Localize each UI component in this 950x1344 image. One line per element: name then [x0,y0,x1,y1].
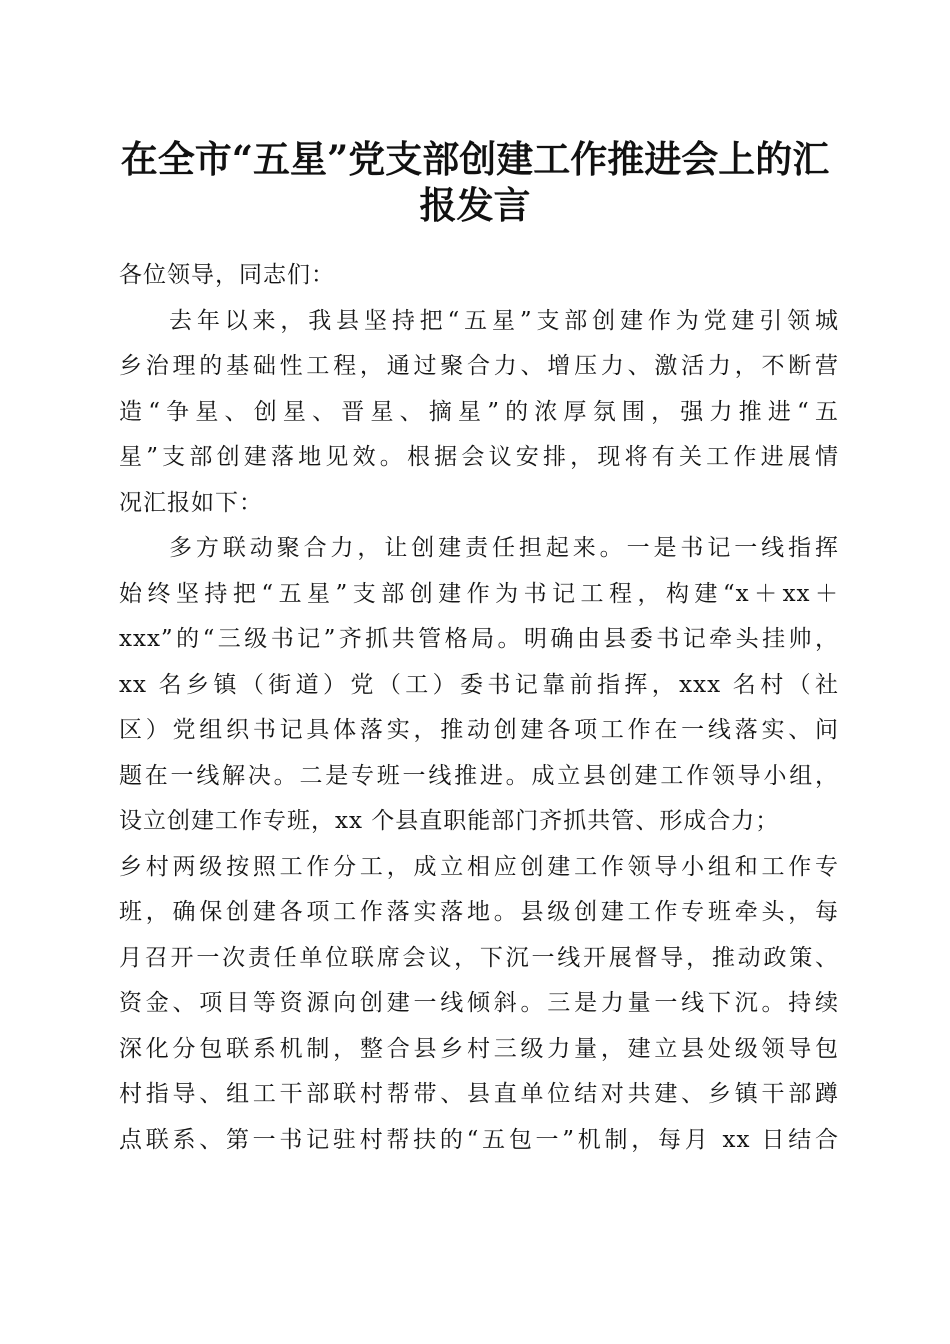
body-line: 始终坚持把“五星”支部创建作为书记工程，构建“x＋xx＋ [119,580,839,607]
body-line: 月召开一次责任单位联席会议，下沉一线开展督导，推动政策、 [119,944,839,971]
document-title-line-1: 在全市“五星”党支部创建工作推进会上的汇 [120,137,830,181]
body-line: 题在一线解决。二是专班一线推进。成立县创建工作领导小组， [119,762,839,789]
body-line: 乡村两级按照工作分工，成立相应创建工作领导小组和工作专 [119,853,839,880]
body-line: 区）党组织书记具体落实，推动创建各项工作在一线落实、问 [119,717,839,743]
body-line: 多方联动聚合力，让创建责任担起来。一是书记一线指挥 [169,535,839,561]
document-body [119,253,839,1163]
body-line: 深化分包联系机制，整合县乡村三级力量，建立县处级领导包 [119,1035,839,1062]
body-line: 去年以来，我县坚持把“五星”支部创建作为党建引领城 [169,307,839,334]
body-line: 况汇报如下： [119,489,263,516]
body-line: 星”支部创建落地见效。根据会议安排，现将有关工作进展情 [119,444,839,470]
body-line: xxx”的“三级书记”齐抓共管格局。明确由县委书记牵头挂帅， [119,626,839,652]
body-line: 资金、项目等资源向创建一线倾斜。三是力量一线下沉。持续 [119,990,839,1016]
body-line: 乡治理的基础性工程，通过聚合力、增压力、激活力，不断营 [119,353,839,379]
body-line: 班，确保创建各项工作落实落地。县级创建工作专班牵头，每 [119,899,839,925]
body-line: 村指导、组工干部联村帮带、县直单位结对共建、乡镇干部蹲 [119,1081,839,1107]
body-line: xx 名乡镇（街道）党（工）委书记靠前指挥，xxx 名村（社 [119,671,839,698]
body-line: 造“争星、创星、晋星、摘星”的浓厚氛围，强力推进“五 [119,398,839,425]
salutation: 各位领导，同志们： [119,262,335,288]
body-line: 设立创建工作专班，xx 个县直职能部门齐抓共管、形成合力； [119,808,780,834]
document-title-line-2: 报发言 [419,183,531,227]
body-line: 点联系、第一书记驻村帮扶的“五包一”机制，每月 xx 日结合 [119,1126,839,1153]
